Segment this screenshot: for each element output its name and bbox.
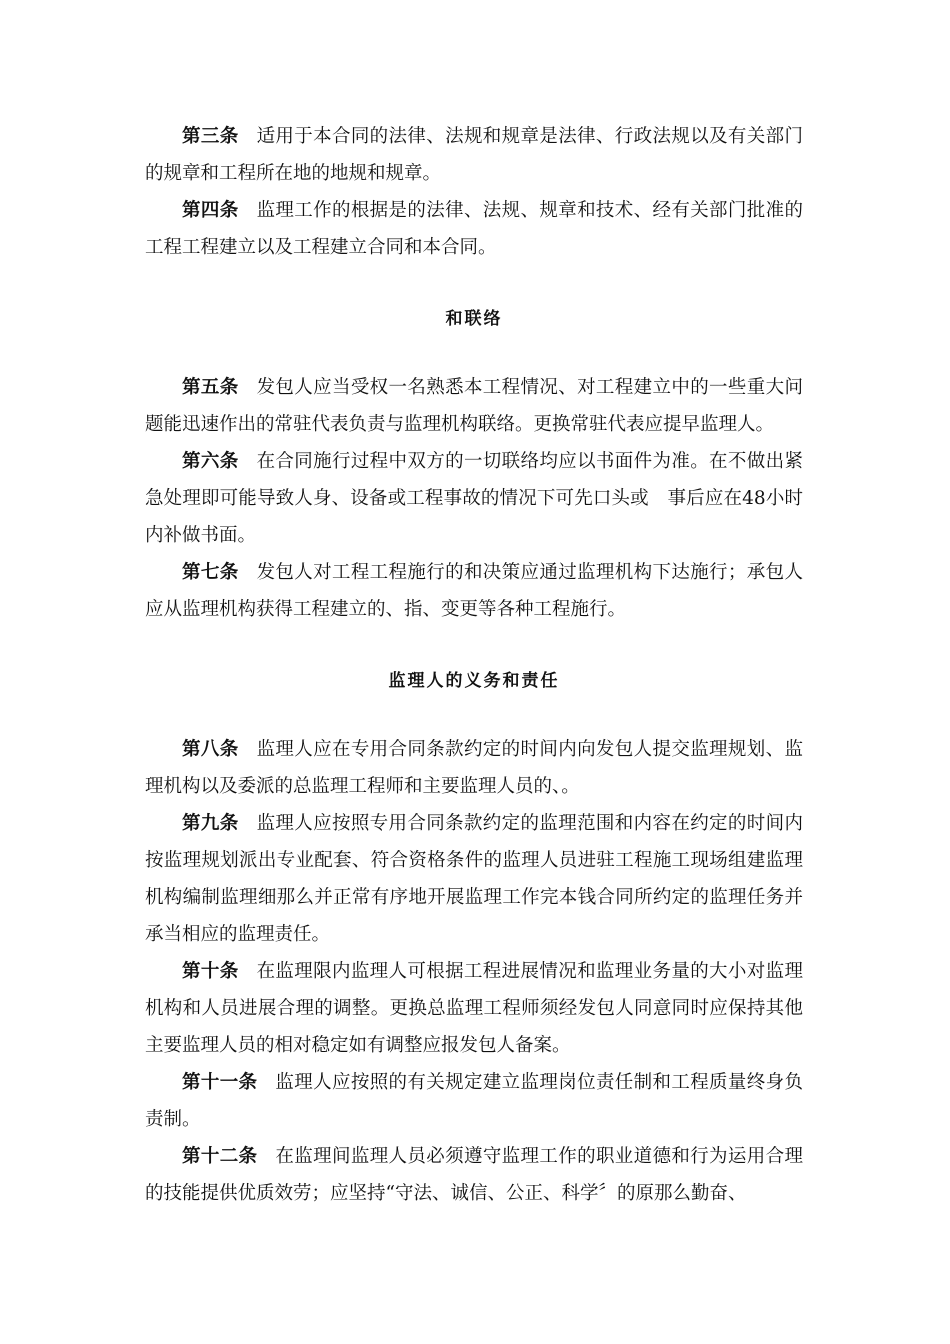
article-text: 在合同施行过程中双方的一切联络均应以书面件为准。在不做出紧急处理即可能导致人身、设备或工程事故的情况下可先口头或 事后应在48小时内补做书面。 — [145, 451, 803, 546]
article-text: 监理工作的根据是的法律、法规、规章和技术、经有关部门批准的工程工程建立以及工程建立合同和本合同。 — [145, 200, 803, 258]
section-heading-contact: 和联络 — [445, 309, 503, 329]
article-text: 监理人应在专用合同条款约定的时间内向发包人提交监理规划、监理机构以及委派的总监理工程师和主要监理人员的、。 — [145, 739, 803, 797]
article-label: 第七条 — [182, 562, 239, 583]
article-label: 第九条 — [182, 813, 239, 834]
article-text: 发包人应当受权一名熟悉本工程情况、对工程建立中的一些重大问题能迅速作出的常驻代表负责与监理机构联络。更换常驻代表应提早监理人。 — [145, 377, 803, 435]
article-text: 监理人应按照的有关规定建立监理岗位责任制和工程质量终身负责制。 — [145, 1072, 803, 1130]
article-5 — [145, 369, 803, 443]
article-text: 在监理限内监理人可根据工程进展情况和监理业务量的大小对监理机构和人员进展合理的调整。更换总监理工程师须经发包人同意同时应保持其他主要监理人员的相对稳定如有调整应报发包人备案。 — [145, 961, 803, 1056]
article-label: 第六条 — [182, 451, 239, 472]
article-label: 第五条 — [182, 377, 239, 398]
article-12 — [145, 1138, 803, 1212]
article-label: 第十一条 — [182, 1072, 258, 1093]
article-label: 第三条 — [182, 126, 239, 147]
article-text: 监理人应按照专用合同条款约定的监理范围和内容在约定的时间内按监理规划派出专业配套、符合资格条件的监理人员进驻工程施工现场组建监理机构编制监理细那么并正常有序地开展监理工作完本钱合同所约定的监理任务并承当相应的监理责任。 — [145, 813, 803, 945]
article-label: 第八条 — [182, 739, 239, 760]
article-6 — [145, 443, 803, 554]
article-3 — [145, 118, 803, 192]
article-8 — [145, 731, 803, 805]
document-page — [145, 118, 803, 1212]
article-4 — [145, 192, 803, 266]
article-text: 发包人对工程工程施行的和决策应通过监理机构下达施行；承包人应从监理机构获得工程建立的、指、变更等各种工程施行。 — [145, 562, 803, 620]
article-9 — [145, 805, 803, 953]
article-text: 适用于本合同的法律、法规和规章是法律、行政法规以及有关部门的规章和工程所在地的地规和规章。 — [145, 126, 803, 184]
article-label: 第四条 — [182, 200, 239, 221]
article-label: 第十条 — [182, 961, 239, 982]
section-heading-obligations: 监理人的义务和责任 — [388, 671, 560, 691]
article-label: 第十二条 — [182, 1146, 258, 1167]
article-7 — [145, 554, 803, 628]
article-10 — [145, 953, 803, 1064]
article-text: 在监理间监理人员必须遵守监理工作的职业道德和行为运用合理的技能提供优质效劳；应坚持“守法、诚信、公正、科学〞的原那么勤奋、 — [145, 1146, 803, 1204]
article-11 — [145, 1064, 803, 1138]
